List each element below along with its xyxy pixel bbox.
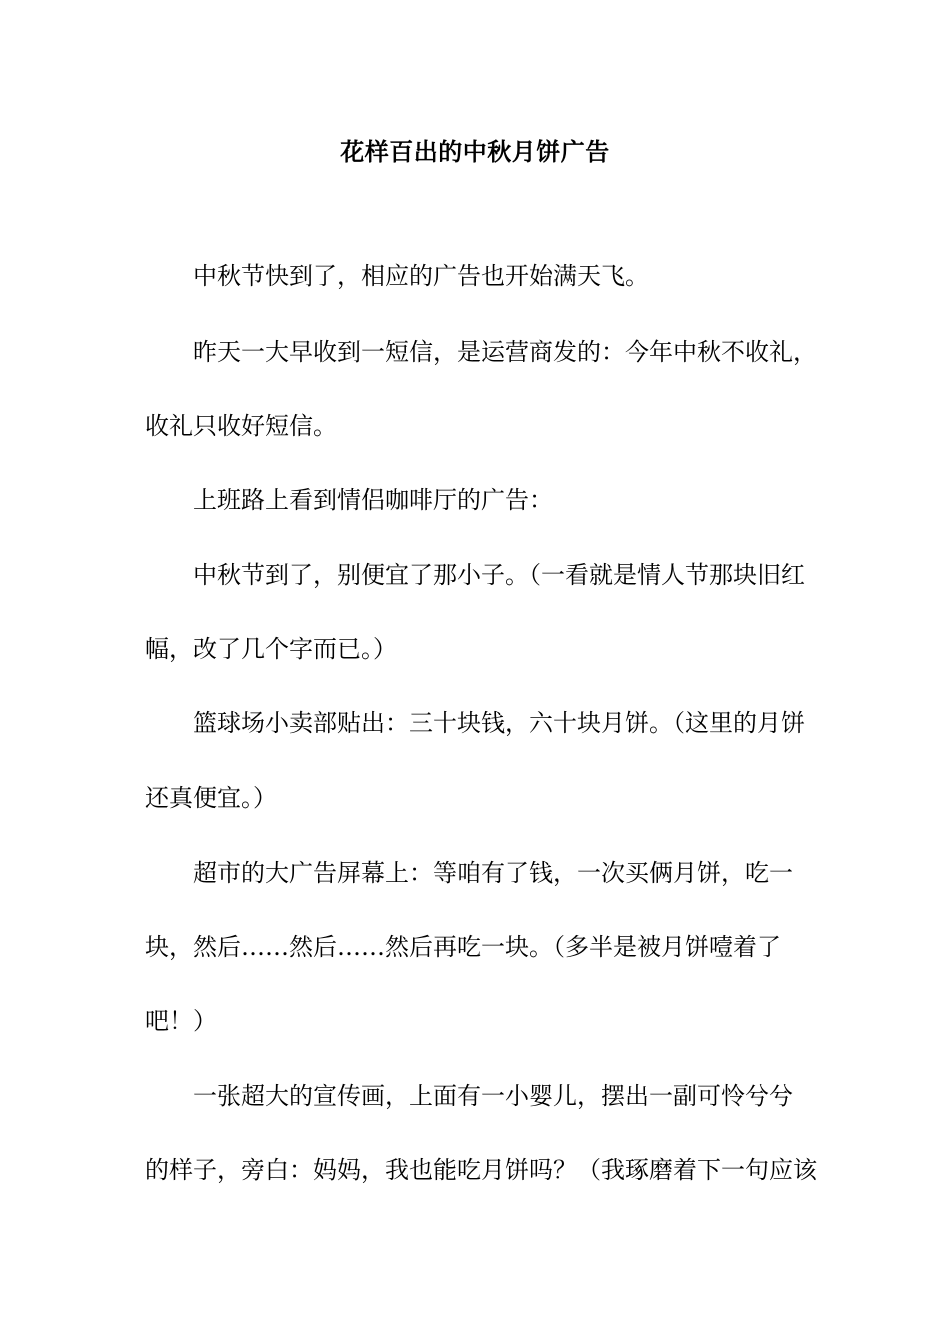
paragraph-line: 吧！） xyxy=(145,1007,217,1035)
document-title: 花样百出的中秋月饼广告 xyxy=(340,138,610,166)
paragraph-line: 超市的大广告屏幕上：等咱有了钱，一次买俩月饼，吃一 xyxy=(193,859,793,887)
paragraph-line: 的样子，旁白：妈妈，我也能吃月饼吗？（我琢磨着下一句应该 xyxy=(145,1156,817,1184)
paragraph-line: 幅，改了几个字而已。） xyxy=(145,635,397,663)
paragraph-line: 中秋节到了，别便宜了那小子。（一看就是情人节那块旧红 xyxy=(193,561,805,589)
paragraph-line: 块，然后……然后……然后再吃一块。（多半是被月饼噎着了 xyxy=(145,933,781,961)
paragraph-line: 篮球场小卖部贴出：三十块钱，六十块月饼。（这里的月饼 xyxy=(193,709,805,737)
paragraph-line: 昨天一大早收到一短信，是运营商发的：今年中秋不收礼， xyxy=(193,338,817,366)
paragraph-line: 上班路上看到情侣咖啡厅的广告： xyxy=(193,486,553,514)
paragraph-line: 收礼只收好短信。 xyxy=(145,412,337,440)
paragraph-line: 中秋节快到了，相应的广告也开始满天飞。 xyxy=(193,262,649,290)
paragraph-line: 一张超大的宣传画，上面有一小婴儿，摆出一副可怜兮兮 xyxy=(193,1082,793,1110)
paragraph-line: 还真便宜。） xyxy=(145,784,277,812)
